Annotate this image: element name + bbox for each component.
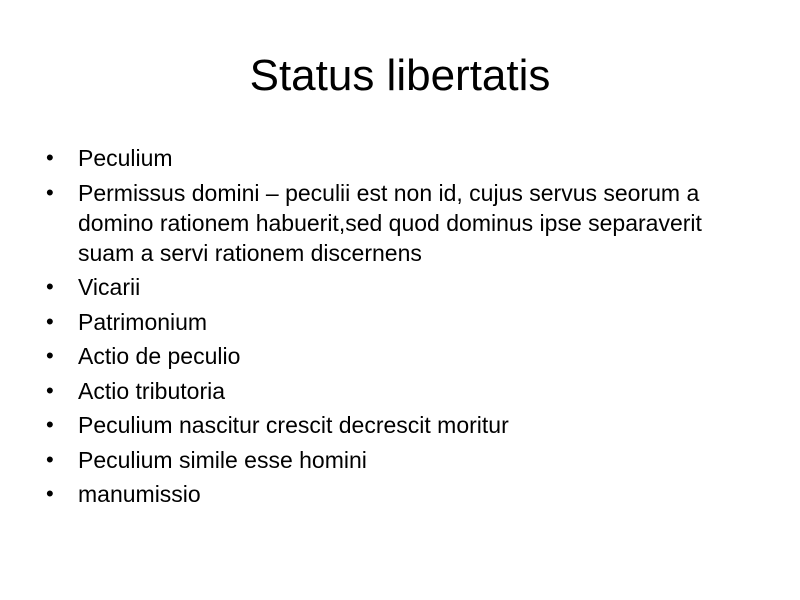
list-item — [40, 445, 740, 475]
list-item — [40, 307, 740, 337]
bullet-icon: • — [46, 179, 54, 205]
bullet-icon: • — [46, 377, 54, 403]
bullet-icon: • — [46, 145, 54, 170]
bullet-icon: • — [46, 446, 54, 472]
bullet-text: Actio tributoria — [78, 377, 226, 404]
bullet-icon: • — [46, 412, 54, 437]
bullet-text: manumissio — [78, 481, 201, 507]
list-item — [40, 376, 740, 406]
slide-title: Status libertatis — [249, 51, 551, 100]
list-item — [40, 410, 740, 440]
bullet-list — [40, 143, 740, 514]
bullet-text: Patrimonium — [78, 308, 208, 335]
list-item — [40, 143, 740, 173]
list-item — [40, 479, 740, 509]
bullet-icon: • — [46, 481, 54, 506]
bullet-text: Peculium nascitur crescit decrescit moritur — [78, 412, 509, 438]
bullet-text: Peculium — [78, 145, 173, 171]
bullet-text: Actio de peculio — [78, 343, 241, 369]
list-item — [40, 178, 740, 268]
bullet-icon: • — [46, 343, 54, 368]
bullet-text: Vicarii — [78, 274, 141, 300]
list-item — [40, 341, 740, 371]
list-item — [40, 272, 740, 302]
bullet-icon: • — [46, 308, 54, 334]
bullet-text: Peculium simile esse homini — [78, 446, 367, 473]
bullet-icon: • — [46, 274, 54, 299]
bullet-text: Permissus domini – peculii est non id, cujus servus seorum a domino rationem habuerit,sed quod dominus ipse separaverit suam a servi rationem discernens — [78, 179, 702, 266]
